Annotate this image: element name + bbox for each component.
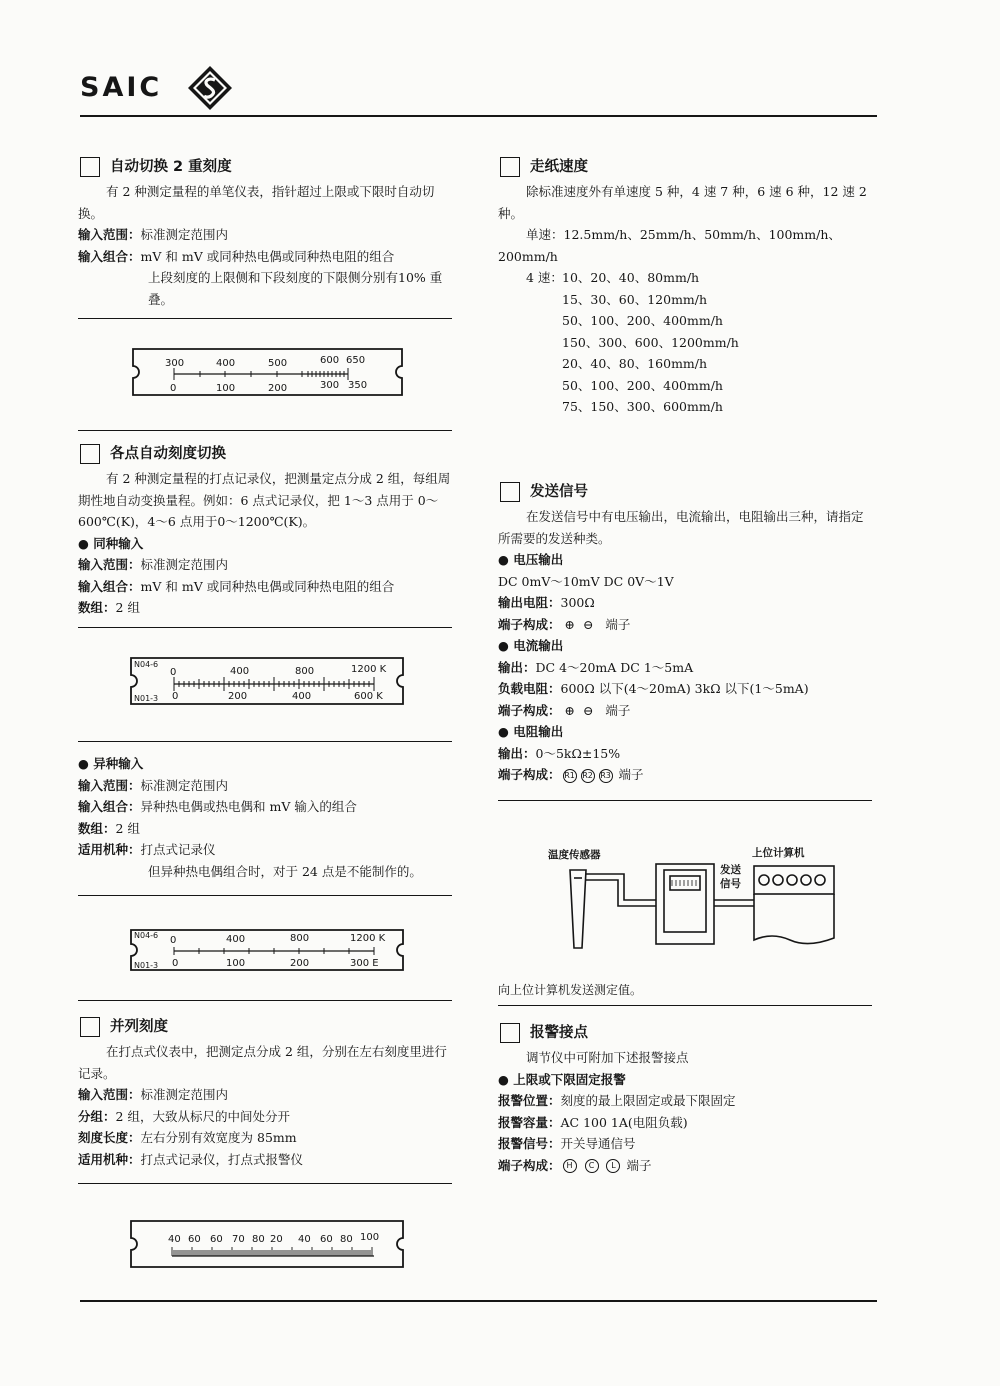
scale-top-label: 400 — [216, 358, 236, 369]
scale-top-label: 1200 K — [351, 664, 387, 675]
diagram-label-signal: 信号 — [720, 878, 741, 890]
scale-bottom-label: 0 — [172, 958, 179, 969]
section-description: 有 2 种测定量程的单笔仪表，指针超过上限或下限时自动切换。 — [78, 184, 435, 221]
r3-terminal-icon: R3 — [599, 769, 613, 783]
scale-bottom-label: 0 — [170, 383, 177, 394]
diagram-caption: 向上位计算机发送测定值。 — [498, 983, 643, 997]
minus-terminal-icon: ⊖ — [582, 616, 594, 632]
spec-label: 输入组合： — [78, 248, 141, 264]
scale-tag: N04-6 — [134, 931, 159, 940]
spec-value: 标准测定范围内 — [140, 557, 229, 572]
spec-label: 4 速： — [526, 270, 563, 285]
scale-right-label: 80 — [340, 1234, 353, 1245]
scale-top-label: 500 — [268, 358, 288, 369]
scale-bottom-label: 100 — [226, 958, 246, 969]
spec-label: 负载电阻： — [498, 681, 561, 696]
spec-value: 开关导通信号 — [560, 1136, 636, 1151]
brand-logo-icon — [186, 64, 234, 112]
section-title — [78, 443, 453, 465]
bullet-heading-text: 同种输入 — [93, 535, 144, 551]
divider — [498, 800, 872, 801]
l-terminal-icon: L — [606, 1159, 620, 1173]
section-title-text: 报警接点 — [530, 1025, 588, 1041]
group-scale-figure — [128, 655, 406, 707]
spec-line — [498, 743, 873, 765]
scale-left-label: 60 — [188, 1234, 201, 1245]
scale-right-label: 40 — [298, 1234, 311, 1245]
section-title-text: 并列刻度 — [110, 1019, 168, 1035]
scale-top-label: 600 — [320, 355, 340, 366]
spec-value: 打点式记录仪，打点式报警仪 — [140, 1151, 304, 1167]
spec-line — [78, 224, 453, 246]
section-title — [498, 156, 873, 178]
bullet-heading: ● 异种输入 — [78, 756, 144, 771]
scale-top-label: 0 — [170, 935, 177, 946]
r2-terminal-icon: R2 — [581, 769, 595, 783]
section-title-text: 发送信号 — [530, 484, 588, 500]
bullet-heading-text: 异种输入 — [93, 756, 144, 771]
bullet-heading: ● 电压输出 — [498, 552, 564, 567]
scale-top-label: 800 — [290, 933, 310, 944]
spec-line — [78, 1106, 453, 1128]
spec-value: AC 100 1A(电阻负载) — [560, 1114, 688, 1130]
spec-label: 数组： — [78, 820, 116, 836]
spec-line — [498, 592, 873, 614]
divider — [498, 1005, 872, 1006]
spec-value: 300Ω — [560, 595, 595, 610]
section-description: 调节仪中可附加下述报警接点 — [526, 1050, 689, 1065]
bullet-heading: ● 电流输出 — [498, 638, 564, 653]
section-description: 在打点式仪表中，把测定点分成 2 组，分别在左右刻度里进行记录。 — [78, 1044, 447, 1081]
spec-value: 2 组，大致从标尺的中间处分开 — [115, 1108, 290, 1124]
divider — [78, 627, 452, 628]
scale-left-label: 40 — [168, 1234, 181, 1245]
spec-line — [498, 657, 873, 679]
c-terminal-icon: C — [585, 1159, 599, 1173]
scale-bottom-label: 300 E — [350, 958, 379, 969]
divider — [78, 895, 452, 896]
spec-label: 报警容量： — [498, 1114, 561, 1130]
divider — [78, 430, 452, 431]
spec-value: 标准测定范围内 — [140, 227, 229, 242]
section-alarm-contact — [498, 1022, 873, 1176]
spec-label: 输入范围： — [78, 227, 141, 242]
dual-scale-figure — [130, 346, 405, 398]
bullet-heading-text: 上限或下限固定报警 — [513, 1071, 626, 1087]
speed-item: 10、20、40、80mm/h — [562, 270, 700, 285]
spec-line — [78, 1127, 453, 1149]
speed-item: 150、300、600、1200mm/h — [562, 334, 739, 350]
spec-value: 刻度的最上限固定或最下限固定 — [560, 1093, 736, 1108]
scale-left-label: 80 — [252, 1234, 265, 1245]
speed-item: 15、30、60、120mm/h — [562, 291, 708, 307]
plus-terminal-icon: ⊕ — [564, 616, 575, 632]
section-description: 除标准速度外有单速度 5 种，4 速 7 种，6 速 6 种，12 速 2 种。 — [498, 184, 867, 221]
scale-left-label: 70 — [232, 1234, 245, 1245]
header-rule — [80, 115, 877, 117]
section-description: 在发送信号中有电压输出，电流输出，电阻输出三种，请指定所需要的发送种类。 — [498, 509, 864, 546]
r1-terminal-icon: R1 — [563, 769, 577, 783]
section-diff-input — [78, 753, 453, 882]
scale-top-label: 300 — [165, 358, 185, 369]
spec-label: 输入组合： — [78, 799, 141, 814]
divider — [78, 318, 452, 319]
spec-label: 适用机种： — [78, 842, 141, 857]
section-title — [78, 156, 453, 178]
speed-item: 75、150、300、600mm/h — [562, 399, 723, 414]
spec-label: 分组： — [78, 1108, 116, 1124]
terminal-suffix: 端子 — [626, 1157, 652, 1173]
bullet-heading-text: 电压输出 — [513, 552, 564, 567]
spec-line — [78, 554, 453, 576]
spec-label: 数组： — [78, 600, 116, 615]
diagram-label-send: 发送 — [720, 864, 741, 876]
scale-bottom-label: 200 — [290, 958, 310, 969]
speed-item: 20、40、80、160mm/h — [562, 356, 708, 371]
checkbox-icon — [80, 444, 100, 464]
bullet-heading: ● 同种输入 — [78, 535, 144, 551]
spec-label: 适用机种： — [78, 1151, 141, 1167]
spec-value: mV 和 mV 或同种热电偶或同种热电阻的组合 — [140, 578, 395, 594]
footer-rule — [80, 1300, 877, 1302]
spec-value: 2 组 — [115, 820, 140, 836]
terminal-suffix: 端子 — [605, 702, 631, 718]
scale-top-label: 400 — [226, 934, 246, 945]
section-title — [78, 1016, 453, 1038]
scale-bottom-label: 0 — [172, 691, 179, 702]
terminal-line — [498, 1155, 873, 1177]
scale-bottom-label: 200 — [228, 691, 248, 702]
scale-bottom-label: 300 — [320, 380, 340, 391]
diff-scale-figure — [128, 927, 406, 973]
plus-terminal-icon: ⊕ — [564, 702, 575, 718]
scale-bottom-label: 200 — [268, 383, 288, 394]
parallel-scale-figure — [128, 1218, 406, 1270]
spec-line — [78, 796, 453, 818]
scale-bottom-label: 350 — [348, 380, 368, 391]
spec-value: 12.5mm/h、25mm/h、50mm/h、100mm/h、200mm/h — [498, 227, 841, 264]
spec-value: mV 和 mV 或同种热电偶或同种热电阻的组合 — [140, 248, 395, 264]
spec-label: 刻度长度： — [78, 1130, 141, 1145]
section-title — [498, 1022, 873, 1044]
scale-bottom-label: 400 — [292, 691, 312, 702]
checkbox-icon — [80, 1017, 100, 1037]
section-auto-scale — [78, 443, 453, 619]
spec-label: 端子构成： — [498, 767, 561, 782]
spec-label: 报警信号： — [498, 1136, 561, 1151]
spec-label: 输入组合： — [78, 578, 141, 594]
spec-value: DC 0mV～10mV DC 0V～1V — [498, 573, 674, 589]
divider — [78, 741, 452, 742]
terminal-suffix: 端子 — [618, 767, 644, 782]
section-title-text: 走纸速度 — [530, 159, 588, 175]
speed-item: 50、100、200、400mm/h — [562, 313, 723, 328]
spec-line — [78, 1149, 453, 1171]
spec-value: 0～5kΩ±15% — [535, 745, 621, 761]
spec-value: 左右分别有效宽度为 85mm — [140, 1130, 297, 1145]
terminal-line — [498, 700, 873, 722]
spec-label: 输入范围： — [78, 557, 141, 572]
scale-top-label: 650 — [346, 355, 366, 366]
section-send-signal — [498, 481, 873, 786]
spec-value: 600Ω 以下(4～20mA) 3kΩ 以下(1～5mA) — [560, 681, 809, 696]
scale-bottom-label: 600 K — [354, 691, 383, 702]
spec-value: 打点式记录仪 — [140, 842, 216, 857]
section-title-text: 自动切换 2 重刻度 — [110, 159, 232, 175]
spec-note: 但异种热电偶组合时，对于 24 点是不能制作的。 — [148, 863, 422, 879]
scale-right-label: 60 — [320, 1234, 333, 1245]
scale-tag: N01-3 — [134, 694, 159, 703]
section-description: 有 2 种测定量程的打点记录仪，把测量定点分成 2 组，每组周期性地自动变换量程。例如：6 点式记录仪，把 1～3 点用于 0～600℃(K)，4～6 点用于0～1200℃(K)。 — [78, 471, 451, 529]
scale-tag: N01-3 — [134, 961, 159, 970]
spec-label: 端子构成： — [498, 616, 561, 632]
bullet-heading-text: 电流输出 — [513, 638, 564, 653]
left-column — [78, 156, 453, 310]
signal-transmission-diagram — [540, 840, 840, 960]
terminal-line — [498, 614, 873, 636]
scale-top-label: 800 — [295, 666, 315, 677]
minus-terminal-icon: ⊖ — [582, 702, 594, 718]
h-terminal-icon: H — [563, 1159, 577, 1173]
spec-line — [498, 1112, 873, 1134]
spec-line — [498, 1133, 873, 1155]
divider — [78, 1000, 452, 1001]
spec-label: 端子构成： — [498, 702, 561, 718]
scale-left-label: 60 — [210, 1234, 223, 1245]
spec-value: 标准测定范围内 — [140, 777, 229, 793]
diagram-label-host: 上位计算机 — [752, 847, 805, 859]
checkbox-icon — [500, 1023, 520, 1043]
section-title — [498, 481, 873, 503]
scale-bottom-label: 100 — [216, 383, 236, 394]
scale-top-label: 1200 K — [350, 933, 386, 944]
spec-note: 上段刻度的上限侧和下段刻度的下限侧分别有10% 重叠。 — [148, 270, 443, 307]
section-parallel-scale — [78, 1016, 453, 1170]
spec-line — [78, 597, 453, 619]
checkbox-icon — [500, 157, 520, 177]
terminal-line — [498, 764, 873, 786]
scale-tag: N04-6 — [134, 660, 159, 669]
bullet-heading-text: 电阻输出 — [513, 724, 564, 739]
spec-line — [498, 678, 873, 700]
spec-line — [498, 224, 873, 267]
spec-line — [78, 576, 453, 598]
scale-right-label: 100 — [360, 1232, 380, 1243]
scale-left-label: 20 — [270, 1234, 283, 1245]
spec-value: 2 组 — [115, 600, 140, 615]
diagram-label-sensor: 温度传感器 — [548, 849, 601, 861]
spec-label: 输出： — [498, 745, 536, 761]
section-title-text: 各点自动刻度切换 — [110, 446, 226, 462]
spec-line — [78, 246, 453, 268]
speed-list — [498, 267, 873, 418]
spec-label: 端子构成： — [498, 1157, 561, 1173]
divider — [78, 1183, 452, 1184]
spec-value: 异种热电偶或热电偶和 mV 输入的组合 — [140, 799, 357, 814]
bullet-heading: ● 上限或下限固定报警 — [498, 1071, 626, 1087]
spec-label: 输出： — [498, 659, 536, 675]
spec-line — [78, 839, 453, 861]
spec-label: 输入范围： — [78, 777, 141, 793]
spec-label: 输出电阻： — [498, 595, 561, 610]
scale-top-label: 0 — [170, 667, 177, 678]
brand-logo-text: SAIC — [80, 72, 163, 103]
terminal-suffix: 端子 — [605, 616, 631, 632]
scale-top-label: 400 — [230, 666, 250, 677]
speed-item: 50、100、200、400mm/h — [562, 377, 723, 393]
spec-line — [498, 1090, 873, 1112]
checkbox-icon — [80, 157, 100, 177]
spec-value: 标准测定范围内 — [140, 1087, 229, 1102]
spec-line — [78, 818, 453, 840]
spec-value: DC 4～20mA DC 1～5mA — [535, 659, 694, 675]
bullet-heading: ● 电阻输出 — [498, 724, 564, 739]
spec-line — [78, 1084, 453, 1106]
spec-label: 输入范围： — [78, 1087, 141, 1102]
checkbox-icon — [500, 482, 520, 502]
spec-line — [78, 775, 453, 797]
spec-label: 单速： — [526, 227, 564, 242]
section-paper-speed — [498, 156, 873, 418]
spec-label: 报警位置： — [498, 1093, 561, 1108]
